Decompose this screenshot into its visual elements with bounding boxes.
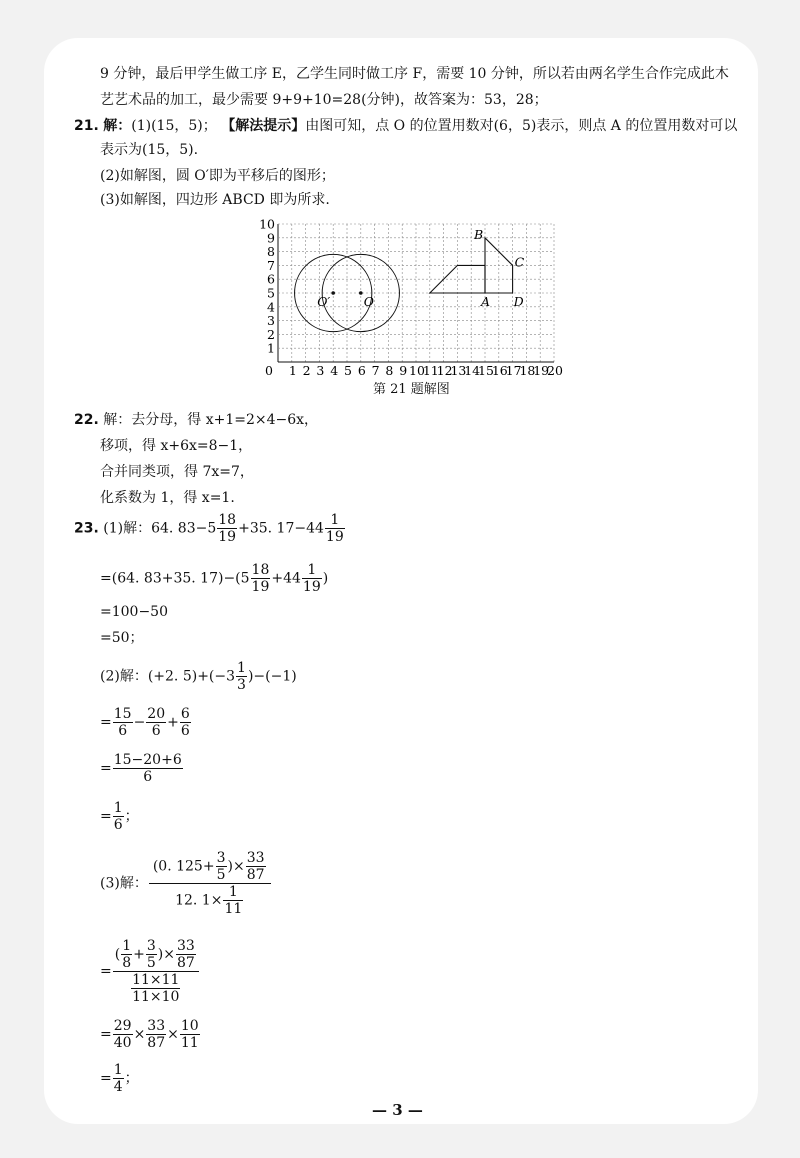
x-tick-label: 10 <box>409 363 425 378</box>
fraction: $\frac{1}{4}$ <box>113 1062 123 1095</box>
y-tick-label: 1 <box>267 340 275 356</box>
y-tick-label: 8 <box>267 244 275 260</box>
x-tick-label: 2 <box>302 363 311 378</box>
y-tick-label: 2 <box>267 326 275 342</box>
q23-p3-step-2: = $\frac{29}{40}$ × $\frac{33}{87}$ × $\frac{10}{11}$ <box>100 1018 199 1051</box>
q22-step-4: 化系数为 1，得 x=1. <box>100 490 235 506</box>
q23-number: 23. <box>74 520 99 537</box>
x-tick-label: 4 <box>330 363 339 378</box>
y-tick-label: 3 <box>267 313 275 329</box>
q21-answer-1: (1)(15，5)； <box>131 118 217 134</box>
q23-p1-expr-b: +35. 17−44 <box>238 520 324 537</box>
y-tick-label: 7 <box>267 257 275 273</box>
fraction: $\frac{11\times 11}{11\times 10}$ <box>132 972 180 1005</box>
q20-line-2: 艺艺术品的加工，最少需要 9+9+10=28(分钟)，故答案为：53，28； <box>100 92 548 108</box>
center-point-o-prime <box>331 291 335 295</box>
x-tick-label: 7 <box>371 363 380 378</box>
fraction: $\frac{3}{5}$ <box>146 938 156 971</box>
q23-p3-step-3: = $\frac{1}{4}$ ； <box>100 1062 139 1095</box>
q23-p3-head: (3)解： (0. 125+ $\frac{3}{5}$ )× $\frac{33}{87}$ 12. 1× $\frac{1}{11}$ <box>100 850 272 917</box>
y-tick-label: 6 <box>267 271 275 287</box>
fraction: $\frac{15-20+6}{6}$ <box>113 752 182 785</box>
x-tick-label: 5 <box>344 363 352 378</box>
q23-p2-step-2: = $\frac{15-20+6}{6}$ <box>100 752 182 785</box>
compound-fraction: (0. 125+ $\frac{3}{5}$ )× $\frac{33}{87}$ 12. 1× $\frac{1}{11}$ <box>149 850 271 917</box>
page-number: — 3 — <box>372 1101 423 1119</box>
x-tick-label: 20 <box>547 363 563 378</box>
q23-part1-head <box>74 512 346 545</box>
fraction: $\frac{18}{19}$ <box>218 512 237 545</box>
fraction: $\frac{10}{11}$ <box>180 1018 199 1051</box>
fraction: $\frac{15}{6}$ <box>113 706 132 739</box>
q21-tip-text: 由图可知，点 O 的位置用数对(6，5)表示，则点 A 的位置用数对可以 <box>305 118 738 134</box>
q20-line-1: 9 分钟，最后甲学生做工序 E，乙学生同时做工序 F，需要 10 分钟，所以若由两名学生合作完成此木 <box>100 66 729 82</box>
q21-coordinate-figure <box>258 216 568 378</box>
label-c: C <box>514 254 525 270</box>
y-tick-label: 5 <box>267 285 275 301</box>
fraction: $\frac{1}{3}$ <box>237 660 246 693</box>
label-o-prime: O′ <box>317 294 331 309</box>
fraction: $\frac{6}{6}$ <box>180 706 190 739</box>
q21-part1-line <box>74 116 737 136</box>
fraction: $\frac{33}{87}$ <box>176 938 195 971</box>
x-tick-label: 8 <box>385 363 394 378</box>
label-a: A <box>481 294 491 309</box>
fraction: $\frac{3}{5}$ <box>216 850 226 883</box>
x-tick-label: 6 <box>357 363 366 378</box>
x-tick-label: 13 <box>450 363 467 378</box>
y-tick-label: 4 <box>267 299 275 315</box>
q23-p1-step-2: =100−50 <box>100 604 168 620</box>
y-tick-label: 10 <box>259 216 275 232</box>
q21-part3: (3)如解图，四边形 ABCD 即为所求. <box>100 192 330 208</box>
x-tick-label: 1 <box>288 363 297 378</box>
q21-tip-label: 【解法提示】 <box>221 118 306 134</box>
q23-p1-step-1: =(64. 83+35. 17)−(5 $\frac{18}{19}$ +44 $\frac{1}{19}$ ) <box>100 562 329 595</box>
q21-part2: (2)如解图，圆 O′即为平移后的图形； <box>100 168 335 184</box>
fraction: $\frac{1}{6}$ <box>113 800 123 833</box>
q22-step-1: 解：去分母，得 x+1=2×4−6x， <box>103 412 319 428</box>
fraction: $\frac{1}{19}$ <box>302 562 321 595</box>
label-d: D <box>513 294 524 309</box>
q23-p1-expr-a: (1)解：64. 83−5 <box>103 520 217 537</box>
q22-line-1 <box>74 410 318 430</box>
y-tick-label: 9 <box>267 230 275 246</box>
compound-fraction: ( $\frac{1}{8}$ + $\frac{3}{5}$ )× $\frac{33}{87}$ $\frac{11\times 11}{11\times 10}$ <box>113 938 199 1005</box>
x-tick-label: 12 <box>436 363 453 378</box>
fraction: $\frac{1}{19}$ <box>325 512 344 545</box>
center-point-o <box>359 291 363 295</box>
q21-jie: 解： <box>103 118 132 134</box>
fraction: $\frac{1}{11}$ <box>224 884 243 917</box>
label-o: O <box>363 294 375 309</box>
fraction: $\frac{33}{87}$ <box>147 1018 166 1051</box>
q21-line-2: 表示为(15，5). <box>100 142 199 158</box>
x-tick-label: 18 <box>519 363 536 378</box>
q23-p3-step-1: = ( $\frac{1}{8}$ + $\frac{3}{5}$ )× $\frac{33}{87}$ $\frac{11\times 11}{11\times 10}$ <box>100 938 200 1005</box>
x-tick-label: 0 <box>265 363 273 378</box>
x-tick-label: 11 <box>422 363 439 378</box>
q22-step-3: 合并同类项，得 7x=7， <box>100 464 254 480</box>
fraction: $\frac{33}{87}$ <box>246 850 265 883</box>
x-tick-label: 17 <box>505 363 522 378</box>
q21-figure-caption: 第 21 题解图 <box>373 382 450 397</box>
x-tick-label: 19 <box>533 363 550 378</box>
label-b: B <box>474 226 484 242</box>
fraction: $\frac{18}{19}$ <box>251 562 270 595</box>
q23-p1-step-3: =50； <box>100 630 144 646</box>
q23-p2-step-3: = $\frac{1}{6}$ ； <box>100 800 139 833</box>
q23-p2-head: (2)解：(+2. 5)+(−3 $\frac{1}{3}$ )−(−1) <box>100 660 297 693</box>
fraction: $\frac{20}{6}$ <box>147 706 166 739</box>
fraction: $\frac{1}{8}$ <box>122 938 132 971</box>
x-tick-label: 3 <box>316 363 325 378</box>
x-tick-label: 15 <box>478 363 494 378</box>
q22-number: 22. <box>74 412 99 428</box>
x-tick-label: 9 <box>399 363 408 378</box>
q23-p2-step-1: = $\frac{15}{6}$ − $\frac{20}{6}$ + $\frac{6}{6}$ <box>100 706 190 739</box>
x-tick-label: 16 <box>491 363 508 378</box>
q22-step-2: 移项，得 x+6x=8−1， <box>100 438 253 454</box>
fraction: $\frac{29}{40}$ <box>113 1018 132 1051</box>
x-tick-label: 14 <box>464 363 481 378</box>
q21-number: 21. <box>74 118 99 134</box>
